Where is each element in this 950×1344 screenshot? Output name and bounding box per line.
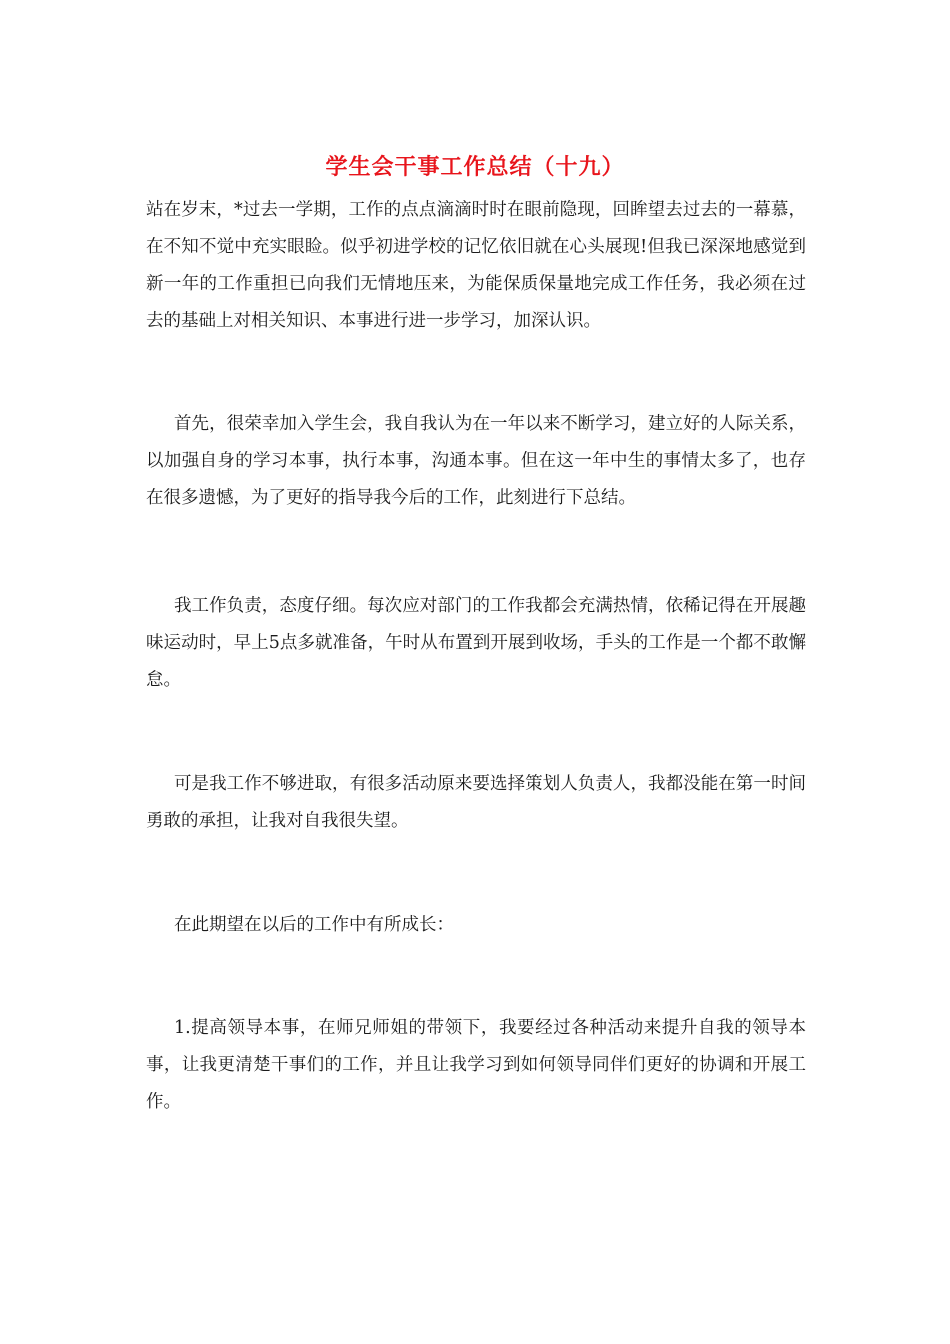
document-title: 学生会干事工作总结（十九） <box>325 154 625 180</box>
paragraph-5: 在此期望在以后的工作中有所成长： <box>174 915 454 935</box>
paragraph-3: 我工作负责，态度仔细。每次应对部门的工作我都会充满热情，依稀记得在开展趣味运动时，早上5点多就准备，午时从布置到开展到收场，手头的工作是一个都不敢懈怠。 <box>146 596 806 690</box>
paragraph-2: 首先，很荣幸加入学生会，我自我认为在一年以来不断学习，建立好的人际关系，以加强自身的学习本事，执行本事，沟通本事。但在这一年中生的事情太多了，也存在很多遗憾，为了更好的指导我今后的工作，此刻进行下总结。 <box>146 414 806 508</box>
paragraph-1: 站在岁末，*过去一学期，工作的点点滴滴时时在眼前隐现，回眸望去过去的一幕慕，在不知不觉中充实眼睑。似乎初进学校的记忆依旧就在心头展现!但我已深深地感觉到新一年的工作重担已向我们无情地压来，为能保质保量地完成工作任务，我必须在过去的基础上对相关知识、本事进行进一步学习，加深认识。 <box>146 200 806 331</box>
paragraph-4: 可是我工作不够进取，有很多活动原来要选择策划人负责人，我都没能在第一时间勇敢的承担，让我对自我很失望。 <box>146 774 806 831</box>
paragraph-6: 1.提高领导本事，在师兄师姐的带领下，我要经过各种活动来提升自我的领导本事，让我更清楚干事们的工作，并且让我学习到如何领导同伴们更好的协调和开展工作。 <box>146 1018 806 1112</box>
